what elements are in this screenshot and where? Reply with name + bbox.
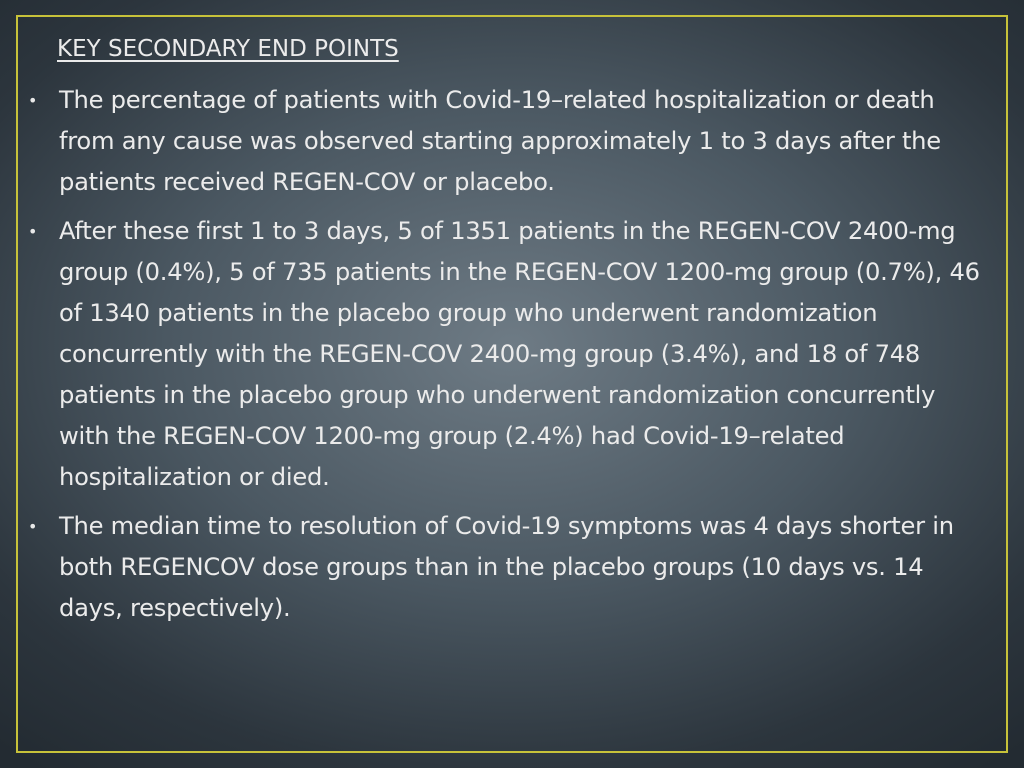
bullet-text-2: After these first 1 to 3 days, 5 of 1351 patients in the REGEN-COV 2400-mg group (0.4%), 5 of 735 patients in the REGEN-COV 1200-mg group (0.7%), 46 of 1340 patients in the placebo group who underwent randomization concurrently with the REGEN-COV 2400-mg group (3.4%), and 18 of 748 patients in the placebo group who underwent randomization concurrently with the REGEN-COV 1200-mg group (2.4%) had Covid-19–related hospitalization or died. [59, 217, 980, 491]
bullet-marker: • [28, 91, 38, 110]
bullet-marker: • [28, 517, 38, 536]
bullet-text-3: The median time to resolution of Covid-19 symptoms was 4 days shorter in both REGENCOV dose groups than in the placebo groups (10 days vs. 14 days, respectively). [59, 512, 954, 622]
bullet-marker: • [28, 222, 38, 241]
bullet-list [28, 80, 988, 637]
bullet-item-3 [28, 506, 988, 629]
bullet-text-1: The percentage of patients with Covid-19–related hospitalization or death from any cause was observed starting approximately 1 to 3 days after the patients received REGEN-COV or placebo. [59, 86, 941, 196]
bullet-item-2 [28, 211, 988, 498]
slide-title: KEY SECONDARY END POINTS [57, 36, 399, 62]
bullet-item-1 [28, 80, 988, 203]
